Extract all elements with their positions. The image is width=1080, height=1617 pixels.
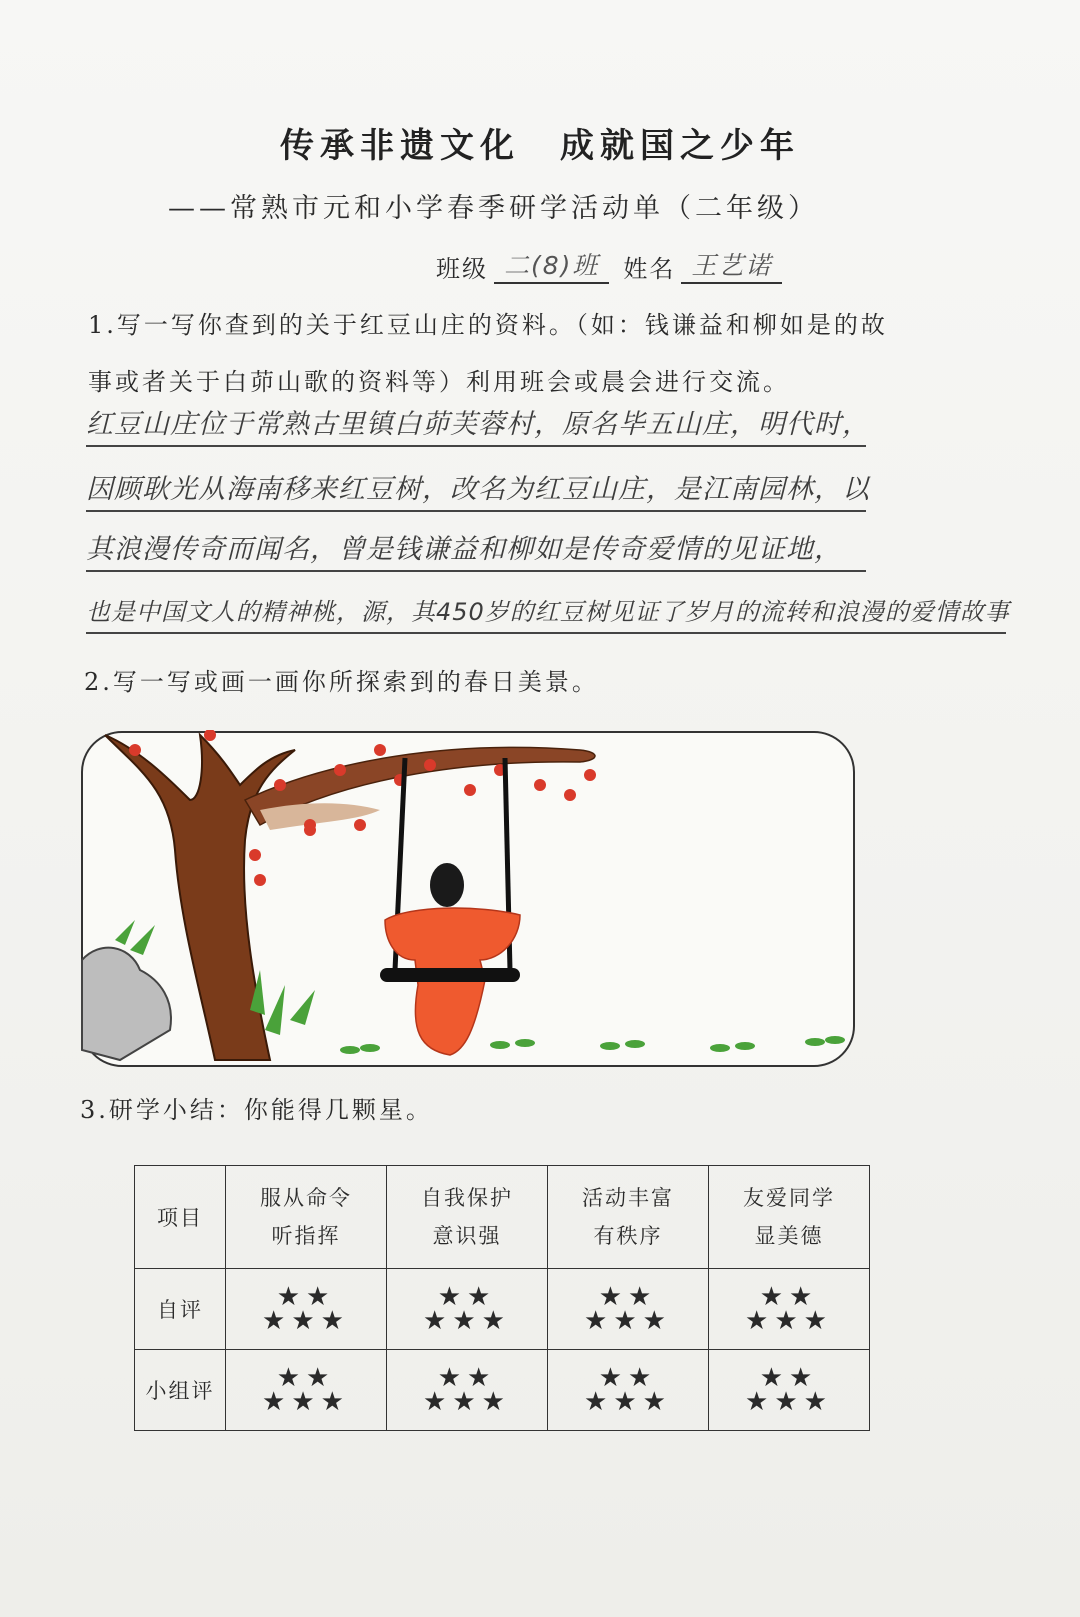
name-field[interactable]: 王艺诺	[681, 246, 782, 284]
answer-line-4[interactable]: 也是中国文人的精神桃，源，其450岁的红豆树见证了岁月的流转和浪漫的爱情故事	[86, 592, 1006, 634]
answer-line-3[interactable]: 其浪漫传奇而闻名，曾是钱谦益和柳如是传奇爱情的见证地，	[86, 530, 866, 572]
class-name-line	[436, 246, 796, 284]
table-header-cell	[387, 1166, 548, 1269]
row-label-self: 自评	[135, 1269, 226, 1350]
table-header-cell	[548, 1166, 709, 1269]
star-rating-cell[interactable]	[709, 1269, 870, 1350]
table-corner-cell: 项目	[135, 1166, 226, 1269]
table-header-cell	[226, 1166, 387, 1269]
answer-line-2[interactable]: 因顾耿光从海南移来红豆树，改名为红豆山庄，是江南园林，以	[86, 470, 866, 512]
question-3: 3.研学小结：你能得几颗星。	[80, 1096, 433, 1124]
header-line: 自我保护	[421, 1186, 513, 1210]
header-line: 意识强	[432, 1224, 502, 1248]
star-rating-cell[interactable]	[387, 1269, 548, 1350]
star-rating-cell[interactable]	[548, 1269, 709, 1350]
star-icons[interactable]: ★★ ★★★	[584, 1282, 672, 1336]
star-icons[interactable]: ★★ ★★★	[584, 1363, 672, 1417]
evaluation-table-wrap	[134, 1165, 870, 1431]
page-title: 传承非遗文化 成就国之少年	[280, 126, 800, 166]
evaluation-table	[134, 1165, 870, 1431]
star-rating-cell[interactable]	[226, 1269, 387, 1350]
star-icons[interactable]: ★★ ★★★	[262, 1282, 350, 1336]
table-header-cell	[709, 1166, 870, 1269]
name-label: 姓名	[623, 255, 676, 283]
star-rating-cell[interactable]	[709, 1350, 870, 1431]
table-header-row	[135, 1166, 870, 1269]
girl-head	[430, 863, 464, 907]
question-2: 2.写一写或画一画你所探索到的春日美景。	[84, 668, 599, 696]
header-line: 服从命令	[260, 1186, 352, 1210]
header-line: 友爱同学	[743, 1186, 835, 1210]
star-icons[interactable]: ★★ ★★★	[423, 1282, 511, 1336]
star-rating-cell[interactable]	[226, 1350, 387, 1431]
spring-scene-drawing	[80, 730, 880, 1090]
header-line: 活动丰富	[582, 1186, 674, 1210]
star-icons[interactable]: ★★ ★★★	[423, 1363, 511, 1417]
star-icons[interactable]: ★★ ★★★	[745, 1282, 833, 1336]
table-row-group	[135, 1350, 870, 1431]
header-line: 有秩序	[593, 1224, 663, 1248]
table-row-self	[135, 1269, 870, 1350]
question-1-line-1: 1.写一写你查到的关于红豆山庄的资料。（如：钱谦益和柳如是的故	[88, 311, 888, 339]
star-icons[interactable]: ★★ ★★★	[745, 1363, 833, 1417]
class-field[interactable]: 二(8)班	[494, 246, 609, 284]
header-line: 显美德	[754, 1224, 824, 1248]
star-rating-cell[interactable]	[387, 1350, 548, 1431]
star-icons[interactable]: ★★ ★★★	[262, 1363, 350, 1417]
question-1-line-2: 事或者关于白茆山歌的资料等）利用班会或晨会进行交流。	[88, 368, 790, 396]
star-rating-cell[interactable]	[548, 1350, 709, 1431]
answer-line-1[interactable]: 红豆山庄位于常熟古里镇白茆芙蓉村，原名毕五山庄，明代时，	[86, 405, 866, 447]
page-subtitle: ——常熟市元和小学春季研学活动单（二年级）	[168, 193, 819, 224]
class-label: 班级	[436, 255, 488, 283]
row-label-group: 小组评	[135, 1350, 226, 1431]
header-line: 听指挥	[271, 1224, 341, 1248]
swing-seat	[380, 968, 520, 982]
